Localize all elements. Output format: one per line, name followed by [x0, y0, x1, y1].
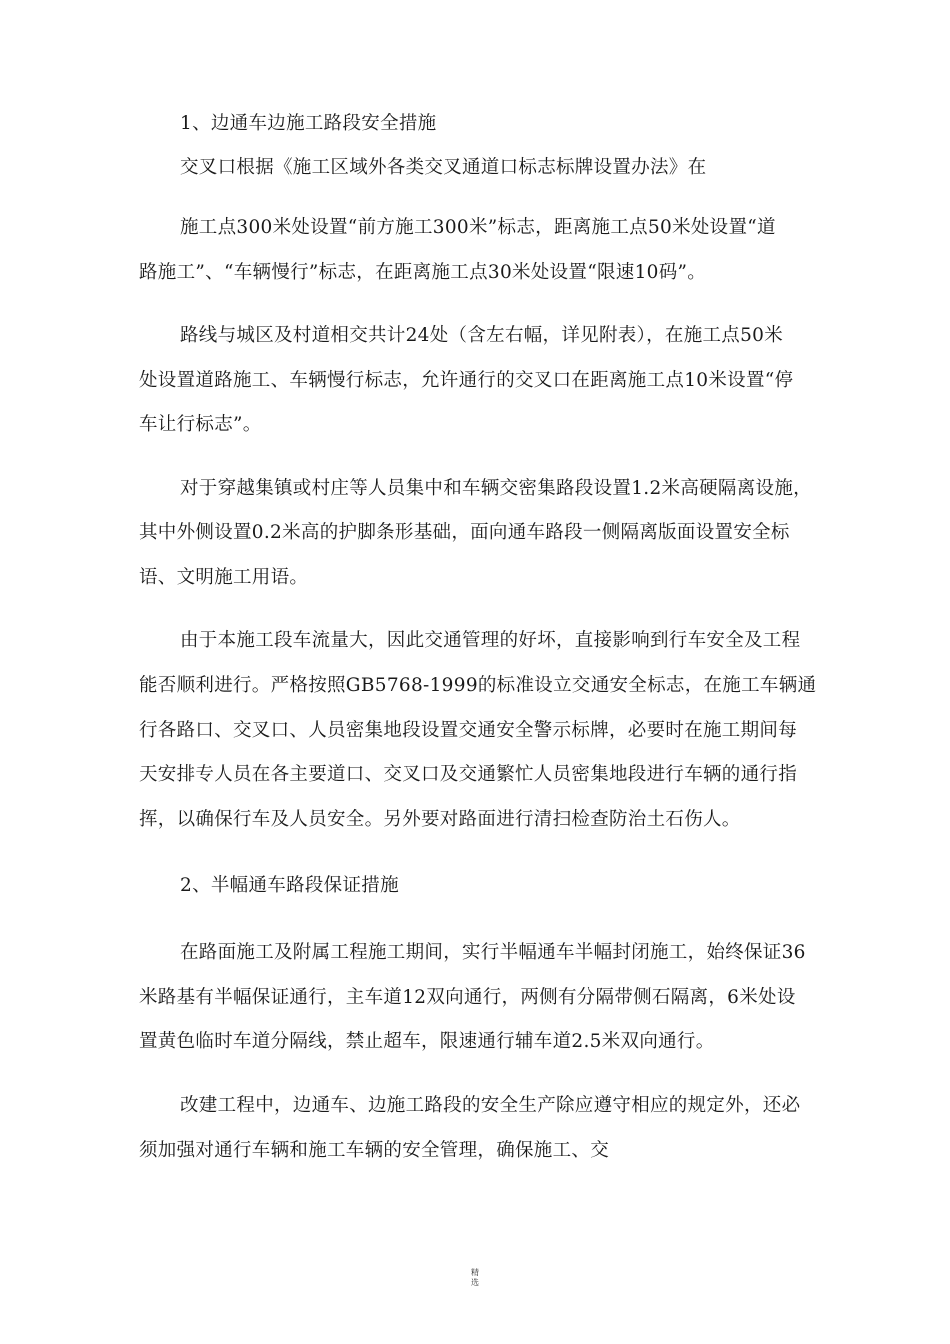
paragraph-line: 其中外侧设置0.2米高的护脚条形基础，面向通车路段一侧隔离版面设置安全标: [139, 522, 790, 543]
paragraph-line: 车让行标志”。: [139, 414, 262, 435]
paragraph-line: 天安排专人员在各主要道口、交叉口及交通繁忙人员密集地段进行车辆的通行指: [139, 764, 798, 785]
paragraph-line: 改建工程中，边通车、边施工路段的安全生产除应遵守相应的规定外，还必: [180, 1095, 801, 1116]
paragraph-line: 处设置道路施工、车辆慢行标志，允许通行的交叉口在距离施工点10米设置“停: [139, 370, 794, 391]
paragraph-line: 置黄色临时车道分隔线，禁止超车，限速通行辅车道2.5米双向通行。: [139, 1031, 715, 1052]
paragraph-line: 米路基有半幅保证通行，主车道12双向通行，两侧有分隔带侧石隔离，6米处设: [139, 987, 796, 1008]
paragraph-line: 须加强对通行车辆和施工车辆的安全管理，确保施工、交: [139, 1140, 610, 1161]
paragraph-line: 行各路口、交叉口、人员密集地段设置交通安全警示标牌，必要时在施工期间每: [139, 720, 798, 741]
paragraph-line: 在路面施工及附属工程施工期间，实行半幅通车半幅封闭施工，始终保证36: [180, 942, 806, 963]
page-footer-mark: [466, 1268, 484, 1288]
footer-char: 精: [471, 1268, 479, 1277]
section-heading-1: 1、边通车边施工路段安全措施: [180, 113, 437, 134]
section-heading-2: 2、半幅通车路段保证措施: [180, 875, 399, 896]
paragraph-line: 施工点300米处设置“前方施工300米”标志，距离施工点50米处设置“道: [180, 217, 776, 238]
paragraph-line: 由于本施工段车流量大，因此交通管理的好坏，直接影响到行车安全及工程: [180, 630, 801, 651]
paragraph-line: 路线与城区及村道相交共计24处（含左右幅，详见附表），在施工点50米: [180, 325, 784, 346]
paragraph-line: 路施工”、“车辆慢行”标志，在距离施工点30米处设置“限速10码”。: [139, 262, 707, 283]
paragraph-line: 挥，以确保行车及人员安全。另外要对路面进行清扫检查防治土石伤人。: [139, 809, 741, 830]
footer-char: 选: [471, 1278, 479, 1287]
paragraph-line: 交叉口根据《施工区域外各类交叉通道口标志标牌设置办法》在: [180, 157, 707, 178]
paragraph-line: 能否顺利进行。严格按照GB5768-1999的标准设立交通安全标志，在施工车辆通: [139, 675, 817, 696]
paragraph-line: 对于穿越集镇或村庄等人员集中和车辆交密集路段设置1.2米高硬隔离设施，: [180, 478, 812, 499]
paragraph-line: 语、文明施工用语。: [139, 567, 309, 588]
